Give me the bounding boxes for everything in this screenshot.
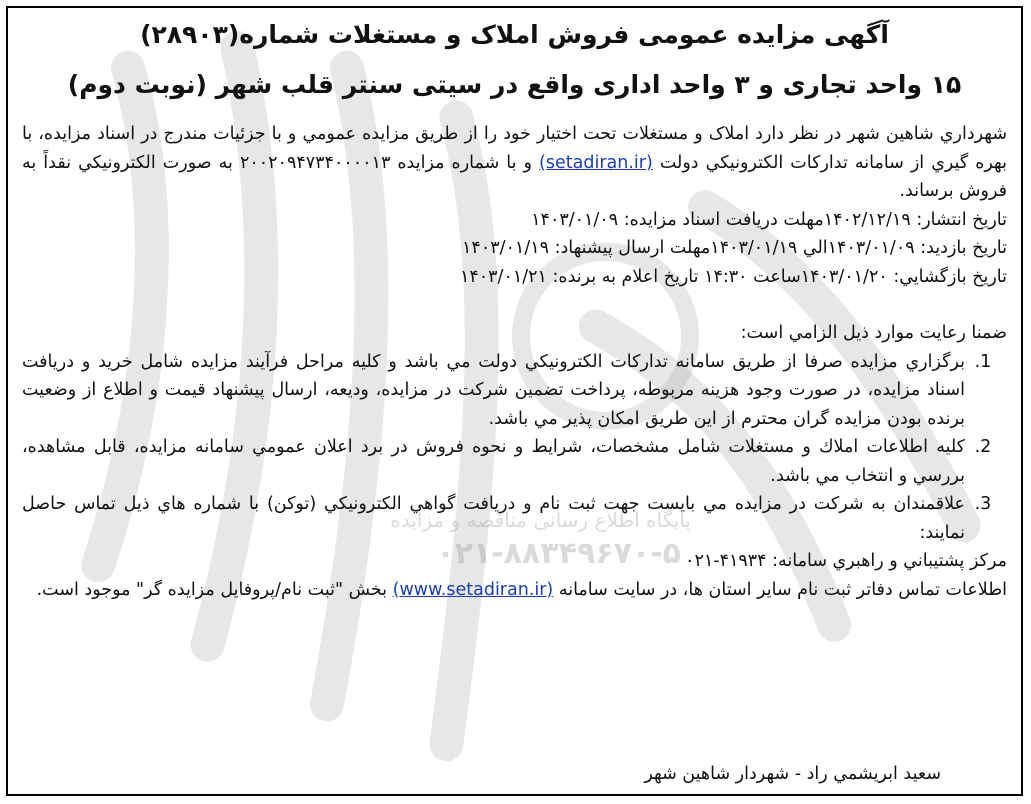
watermark-text-line2: ۰۲۱-۸۸۳۴۹۶۷۰-۵ <box>436 536 681 571</box>
notice-body <box>22 120 1007 604</box>
intro-text: شهرداري شاهين شهر در نظر دارد املاک و مستغلات تحت اختيار خود را از طريق مزايده عمومي و با جزئيات مندرج در اسناد مزايده، با بهره گيري از سامانه تداركات الكترونيكي دولت <box>22 124 1007 173</box>
dates-line-publish: تاريخ انتشار: ۱۴۰۲/۱۲/۱۹مهلت دريافت اسناد مزايده: ۱۴۰۳/۰۱/۰۹ <box>531 209 1007 230</box>
intro-paragraph <box>22 120 1007 206</box>
requirements-intro: ضمنا رعايت موارد ذيل الزامي است: <box>740 323 1007 343</box>
signature: سعيد ابريشمي راد - شهردار شاهين شهر <box>644 764 941 784</box>
watermark-text-line1: پایگاه اطلاع رسانی مناقصه و مزایده <box>390 508 691 532</box>
setadiran-link[interactable]: (setadiran.ir) <box>539 152 653 173</box>
intro-text-end: و با شماره مزايده ۲۰۰۲۰۹۴۷۳۴۰۰۰۰۱۳ به صورت الکترونيکي نقداً به فروش برساند. <box>22 152 1007 201</box>
dates-line-opening: تاريخ بازگشايي: ۱۴۰۳/۰۱/۲۰ساعت ۱۴:۳۰ تاريخ اعلام به برنده: ۱۴۰۳/۰۱/۲۱ <box>459 266 1007 287</box>
support-line: مركز پشتيباني و راهبري سامانه: ۴۱۹۳۴-۰۲۱ <box>685 551 1007 571</box>
notice-content <box>8 8 1021 794</box>
list-item: 1. برگزاري مزايده صرفا از طريق سامانه تداركات الكترونيكي دولت مي باشد و كليه مراحل فرآيند مزايده شامل خريد و دريافت اسناد مزايده، در صورت وجود هزينه مربوطه، پرداخت تضمين شركت در مزايده، وديعه، ارسال پيشنهاد قيمت و اطلاع از وضعيت برنده بودن مزايده گران محترم از اين طريق امكان پذير مي باشد. <box>22 348 969 434</box>
notice-frame <box>6 6 1023 796</box>
spacer <box>22 291 1007 319</box>
notice-subtitle: ۱۵ واحد تجاری و ۳ واحد اداری واقع در سیتی سنتر قلب شهر (نوبت دوم) <box>67 70 962 99</box>
dates-line-visit: تاريخ بازديد: ۱۴۰۳/۰۱/۰۹الي ۱۴۰۳/۰۱/۱۹مهلت ارسال پيشنهاد: ۱۴۰۳/۰۱/۱۹ <box>462 238 1007 258</box>
requirements-list <box>22 348 1007 548</box>
setadiran-www-link[interactable]: (www.setadiran.ir) <box>392 579 554 600</box>
list-item: 3. علاقمندان به شركت در مزايده مي بايست جهت ثبت نام و دريافت گواهي الكترونيكي (توكن) با شماره هاي ذيل تماس حاصل نمايند: <box>22 490 969 547</box>
list-item: 2. كليه اطلاعات املاك و مستغلات شامل مشخصات، شرايط و نحوه فروش در برد اعلان عمومي سامانه مزايده، قابل مشاهده، بررسي و انتخاب مي باشد. <box>22 433 969 490</box>
registration-text: اطلاعات تماس دفاتر ثبت نام ساير استان ها، در سايت سامانه <box>558 579 1007 600</box>
registration-paragraph <box>22 576 1007 605</box>
registration-text-end: بخش "ثبت نام/پروفايل مزايده گر" موجود است. <box>36 579 388 600</box>
notice-title: آگهی مزایده عمومی فروش املاک و مستغلات شماره(۲۸۹۰۳) <box>140 20 889 49</box>
